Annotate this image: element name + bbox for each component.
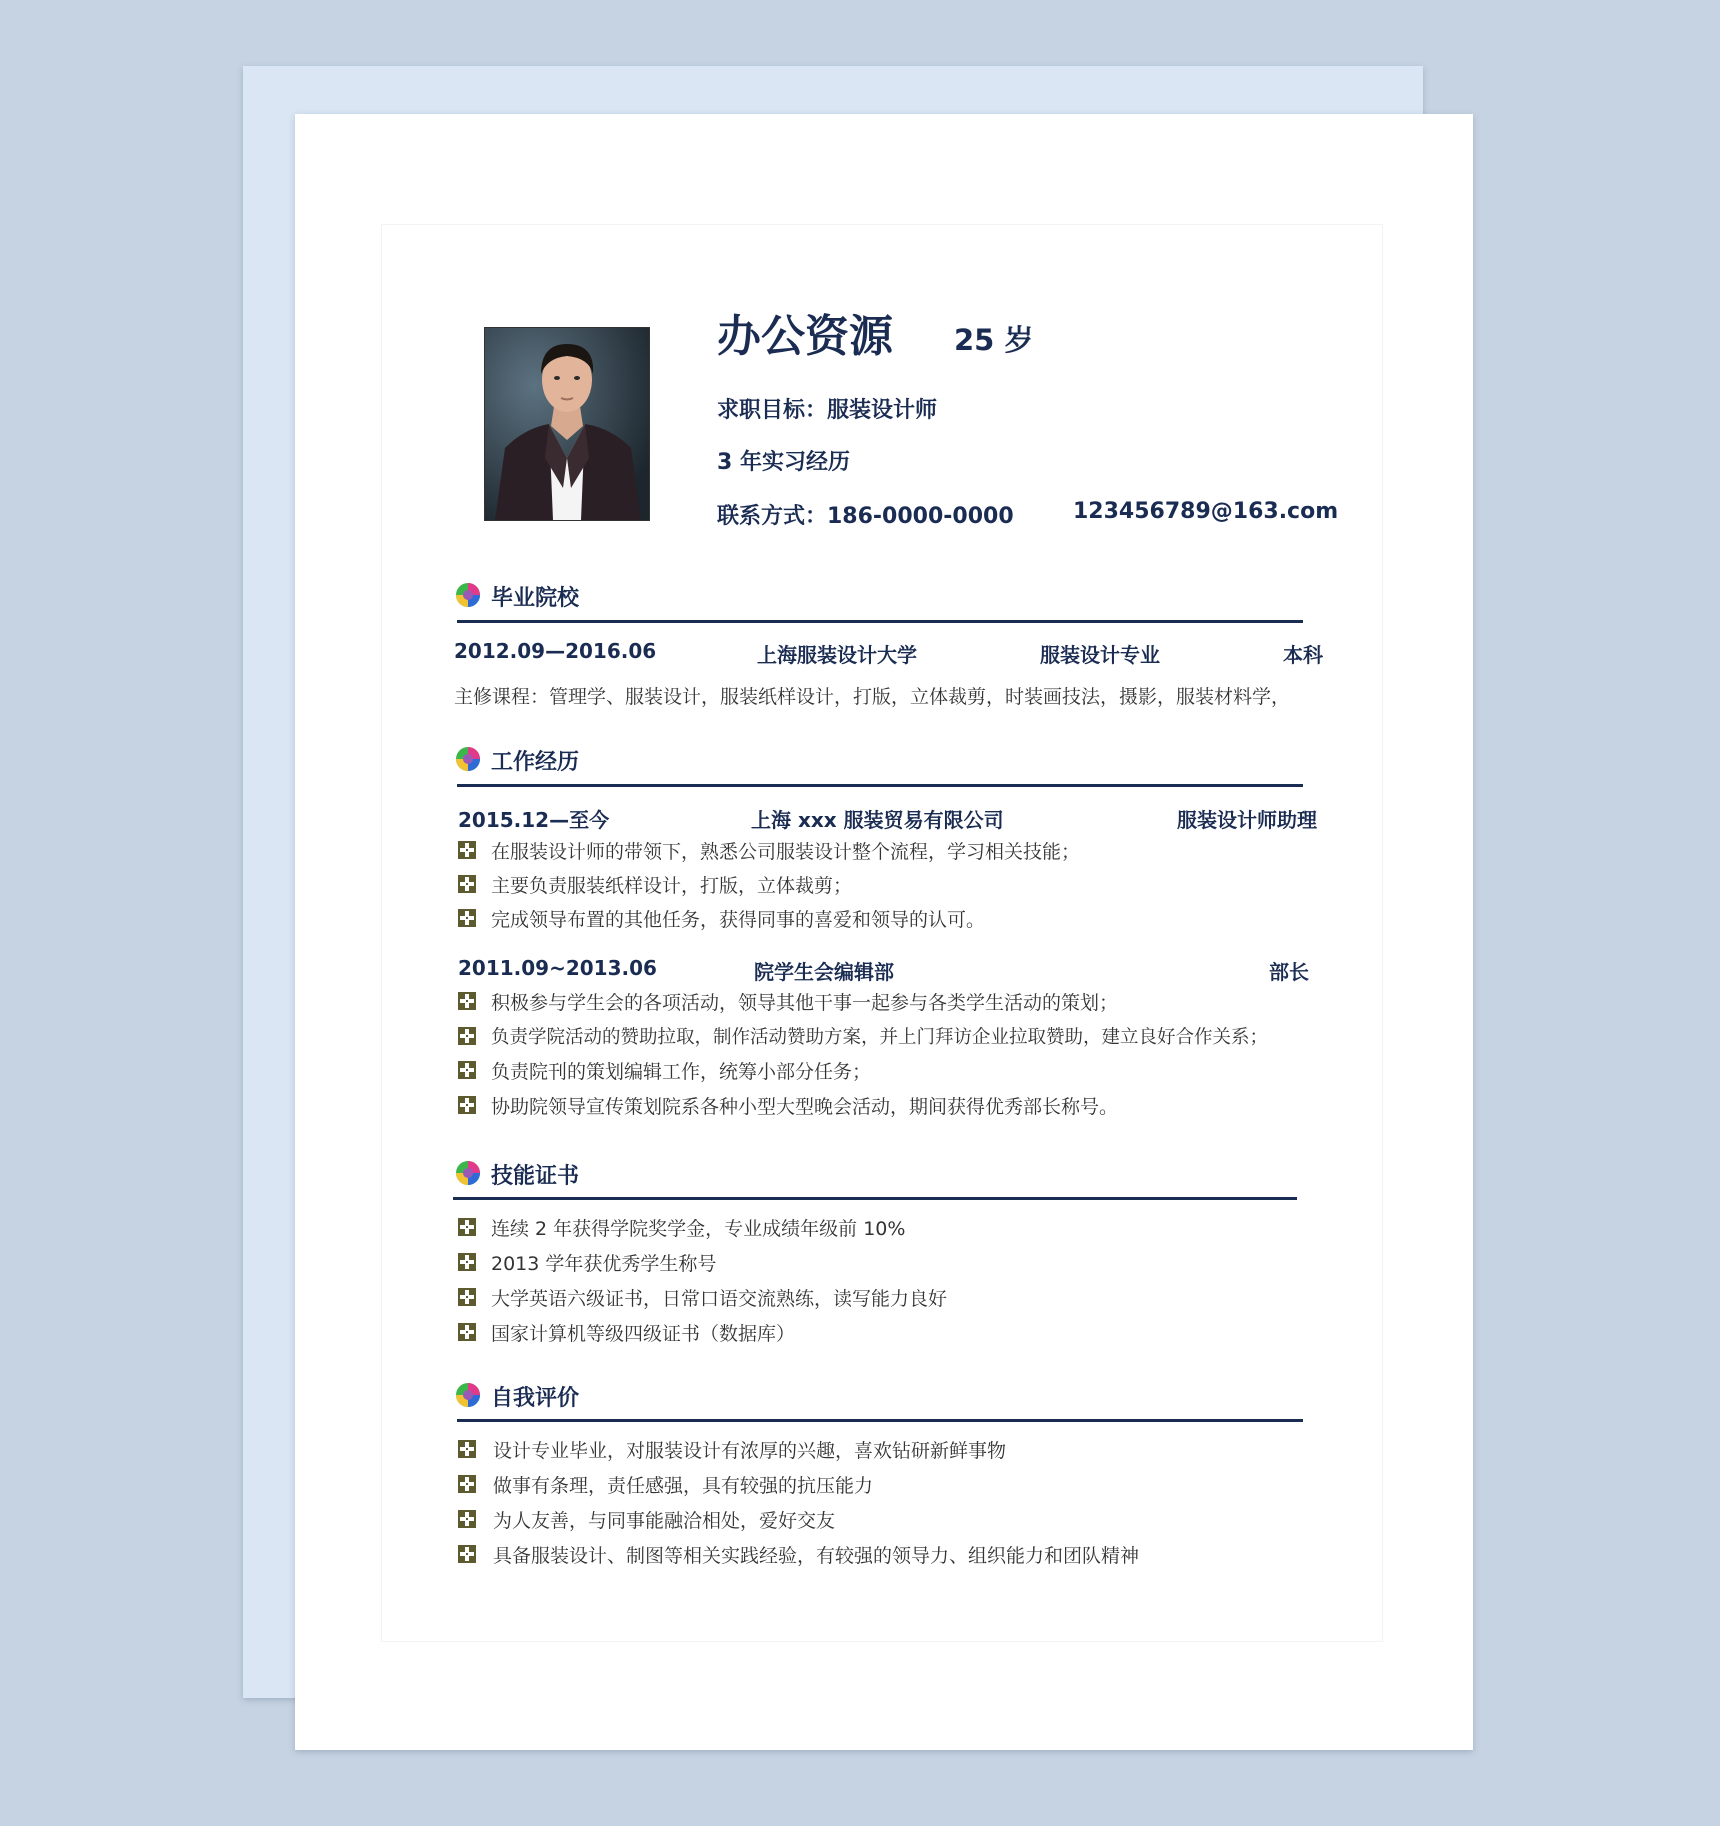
list-item: 在服装设计师的带领下，熟悉公司服装设计整个流程，学习相关技能； <box>491 841 1081 863</box>
section-title-self-evaluation: 自我评价 <box>491 1386 580 1411</box>
list-item: 大学英语六级证书，日常口语交流熟练，读写能力良好 <box>491 1288 948 1310</box>
list-item: 国家计算机等级四级证书（数据库） <box>491 1323 796 1345</box>
square-flower-bullet-icon <box>458 1440 476 1458</box>
square-flower-bullet-icon <box>458 1218 476 1236</box>
job-organization: 上海 xxx 服装贸易有限公司 <box>751 808 1004 832</box>
education-courses: 主修课程：管理学、服装设计，服装纸样设计，打版，立体裁剪，时装画技法，摄影，服装材料学， <box>454 686 1291 708</box>
job-period: 2011.09~2013.06 <box>458 956 657 980</box>
job-organization: 院学生会编辑部 <box>754 960 894 984</box>
list-item: 具备服装设计、制图等相关实践经验，有较强的领导力、组织能力和团队精神 <box>493 1545 1140 1567</box>
section-divider-education <box>457 620 1303 623</box>
list-item: 负责学院活动的赞助拉取，制作活动赞助方案，并上门拜访企业拉取赞助，建立良好合作关系； <box>491 1027 1269 1048</box>
list-item: 负责院刊的策划编辑工作，统筹小部分任务； <box>491 1061 872 1083</box>
candidate-name: 办公资源 <box>717 311 893 362</box>
square-flower-bullet-icon <box>458 1061 476 1079</box>
section-title-education: 毕业院校 <box>491 586 580 611</box>
section-title-skills: 技能证书 <box>491 1164 580 1189</box>
job-objective: 求职目标：服装设计师 <box>717 398 938 423</box>
resume-page <box>295 114 1473 1750</box>
list-item: 连续 2 年获得学院奖学金，专业成绩年级前 10% <box>491 1218 906 1240</box>
square-flower-bullet-icon <box>458 1475 476 1493</box>
square-flower-bullet-icon <box>458 1096 476 1114</box>
list-item: 做事有条理，责任感强，具有较强的抗压能力 <box>493 1475 874 1497</box>
profile-photo <box>484 327 650 521</box>
square-flower-bullet-icon <box>458 1323 476 1341</box>
square-flower-bullet-icon <box>458 1545 476 1563</box>
section-title-work: 工作经历 <box>491 750 580 775</box>
list-item: 完成领导布置的其他任务，获得同事的喜爱和领导的认可。 <box>491 909 986 931</box>
section-divider-self-evaluation <box>457 1419 1303 1422</box>
list-item: 主要负责服装纸样设计，打版，立体裁剪； <box>491 875 853 897</box>
job-role: 服装设计师助理 <box>1177 808 1317 832</box>
square-flower-bullet-icon <box>458 909 476 927</box>
education-degree: 本科 <box>1283 643 1323 667</box>
contact-email: 123456789@163.com <box>1073 499 1339 524</box>
candidate-age: 25 岁 <box>954 323 1034 357</box>
square-flower-bullet-icon <box>458 1253 476 1271</box>
education-major: 服装设计专业 <box>1040 643 1160 667</box>
education-school: 上海服装设计大学 <box>757 643 917 667</box>
job-role: 部长 <box>1269 960 1309 984</box>
list-item: 积极参与学生会的各项活动，领导其他干事一起参与各类学生活动的策划； <box>491 992 1119 1014</box>
square-flower-bullet-icon <box>458 841 476 859</box>
color-orb-icon <box>455 746 481 772</box>
color-orb-icon <box>455 1160 481 1186</box>
section-divider-work <box>457 784 1303 787</box>
education-period: 2012.09—2016.06 <box>454 639 657 663</box>
list-item: 为人友善，与同事能融洽相处，爱好交友 <box>493 1510 836 1532</box>
square-flower-bullet-icon <box>458 992 476 1010</box>
square-flower-bullet-icon <box>458 1288 476 1306</box>
contact-phone: 联系方式：186-0000-0000 <box>717 504 1014 529</box>
square-flower-bullet-icon <box>458 1510 476 1528</box>
portrait-illustration <box>485 328 649 520</box>
experience-summary: 3 年实习经历 <box>717 450 850 475</box>
color-orb-icon <box>455 582 481 608</box>
list-item: 协助院领导宣传策划院系各种小型大型晚会活动，期间获得优秀部长称号。 <box>491 1096 1119 1118</box>
square-flower-bullet-icon <box>458 1027 476 1045</box>
color-orb-icon <box>455 1382 481 1408</box>
job-period: 2015.12—至今 <box>458 808 610 832</box>
list-item: 设计专业毕业，对服装设计有浓厚的兴趣，喜欢钻研新鲜事物 <box>493 1440 1007 1462</box>
list-item: 2013 学年获优秀学生称号 <box>491 1253 717 1275</box>
square-flower-bullet-icon <box>458 875 476 893</box>
section-divider-skills <box>453 1197 1297 1200</box>
